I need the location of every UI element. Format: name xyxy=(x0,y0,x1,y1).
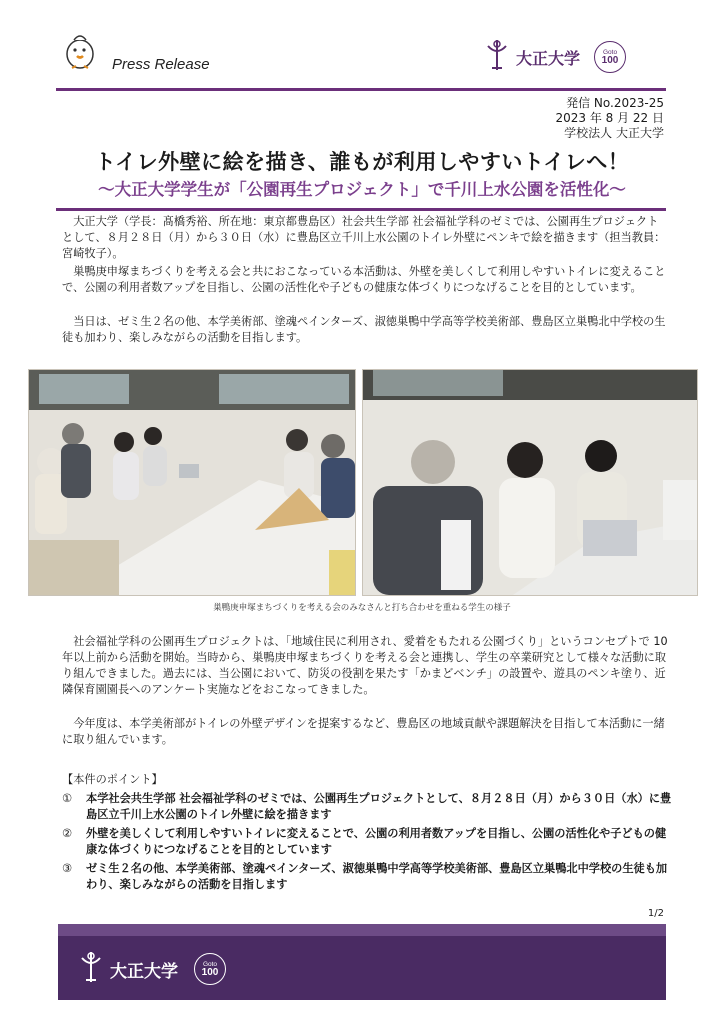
point-text: 外壁を美しくして利用しやすいトイレに変えることで、公園の利用者数アップを目指し、公園の活性化や子どもの健康な体づくりにつなげることを目的としています xyxy=(86,827,667,856)
goto-100-badge: Goto 100 xyxy=(594,41,626,73)
footer-banner xyxy=(58,936,666,1000)
body-paragraph-2: 今年度は、本学美術部がトイレの外壁デザインを提案するなど、豊島区の地域貢献や課題解決を目指して本活動に一緒に取り組んでいます。 xyxy=(62,717,665,746)
point-number: ② xyxy=(62,827,73,840)
points-heading: 【本件のポイント】 xyxy=(62,773,163,786)
page-title: トイレ外壁に絵を描き、誰もが利用しやすいトイレへ！ xyxy=(94,150,630,174)
point-item xyxy=(62,791,672,822)
doc-date: 2023 年 8 月 22 日 xyxy=(555,111,664,125)
header-divider xyxy=(56,88,666,91)
taisho-emblem-icon xyxy=(78,950,104,988)
point-item xyxy=(62,826,672,857)
meeting-photo-right xyxy=(362,369,698,596)
mascot-logo xyxy=(60,30,100,72)
intro-paragraph-2: 巣鴨庚申塚まちづくりを考える会と共におこなっている本活動は、外壁を美しくして利用しやすいトイレに変えることで、公園の利用者数アップを目指し、公園の活性化や子どもの健康な体づくりにつなげることを目的としています。 xyxy=(62,265,666,294)
point-number: ③ xyxy=(62,862,73,875)
intro-paragraph-1: 大正大学（学長：髙橋秀裕、所在地：東京都豊島区）社会共生学部 社会福祉学科のゼミでは、公園再生プロジェクトとして、８月２８日（月）から３０日（水）に豊島区立千川上水公園のトイレ外壁にペンキで絵を描きます（担当教員：宮崎牧子）。 xyxy=(62,215,666,260)
point-number: ① xyxy=(62,792,73,805)
point-text: 本学社会共生学部 社会福祉学科のゼミでは、公園再生プロジェクトとして、８月２８日（月）から３０日（水）に豊島区立千川上水公園のトイレ外壁に絵を描きます xyxy=(86,792,672,821)
meeting-photo-left xyxy=(28,369,356,596)
doc-meta xyxy=(555,96,664,141)
page-number: 1/2 xyxy=(647,908,664,919)
footer-strip xyxy=(58,924,666,936)
photo-caption: 巣鴨庚申塚まちづくりを考える会のみなさんと打ち合わせを重ねる学生の様子 xyxy=(213,603,511,613)
title-divider xyxy=(56,208,666,211)
footer-brand-name: 大正大学 xyxy=(110,961,178,982)
body-paragraph-1: 社会福祉学科の公園再生プロジェクトは、「地域住民に利用され、愛着をもたれる公園づくり」というコンセプトで 10 年以上前から活動を開始。当時から、巣鴨庚申塚まちづくりを考える会と連携し、学生の卒業研究として様々な活動に取り組んできました。過去には、当公園において、防災の役割を果たす「かまどベンチ」の設置や、遊具のペンキ塗り、近隣保育園園長へのアンケート実施などをおこなってきました。 xyxy=(62,635,668,696)
doc-org: 学校法人 大正大学 xyxy=(564,126,664,140)
doc-number: 発信 No.2023-25 xyxy=(566,96,664,110)
point-item xyxy=(62,861,672,892)
taisho-emblem-icon xyxy=(484,38,510,76)
brand-name: 大正大学 xyxy=(516,48,581,68)
press-release-label: Press Release xyxy=(112,56,210,73)
goto-100-badge: Goto 100 xyxy=(194,953,226,985)
intro-paragraph-3: 当日は、ゼミ生２名の他、本学美術部、塗魂ペインターズ、淑徳巣鴨中学高等学校美術部、豊島区立巣鴨北中学校の生徒も加わり、楽しみながらの活動を目指します。 xyxy=(62,315,666,344)
brand-header xyxy=(484,38,626,76)
point-text: ゼミ生２名の他、本学美術部、塗魂ペインターズ、淑徳巣鴨中学高等学校美術部、豊島区立巣鴨北中学校の生徒も加わり、楽しみながらの活動を目指します xyxy=(86,862,668,891)
page-subtitle: ～大正大学学生が「公園再生プロジェクト」で千川上水公園を活性化～ xyxy=(98,180,626,199)
